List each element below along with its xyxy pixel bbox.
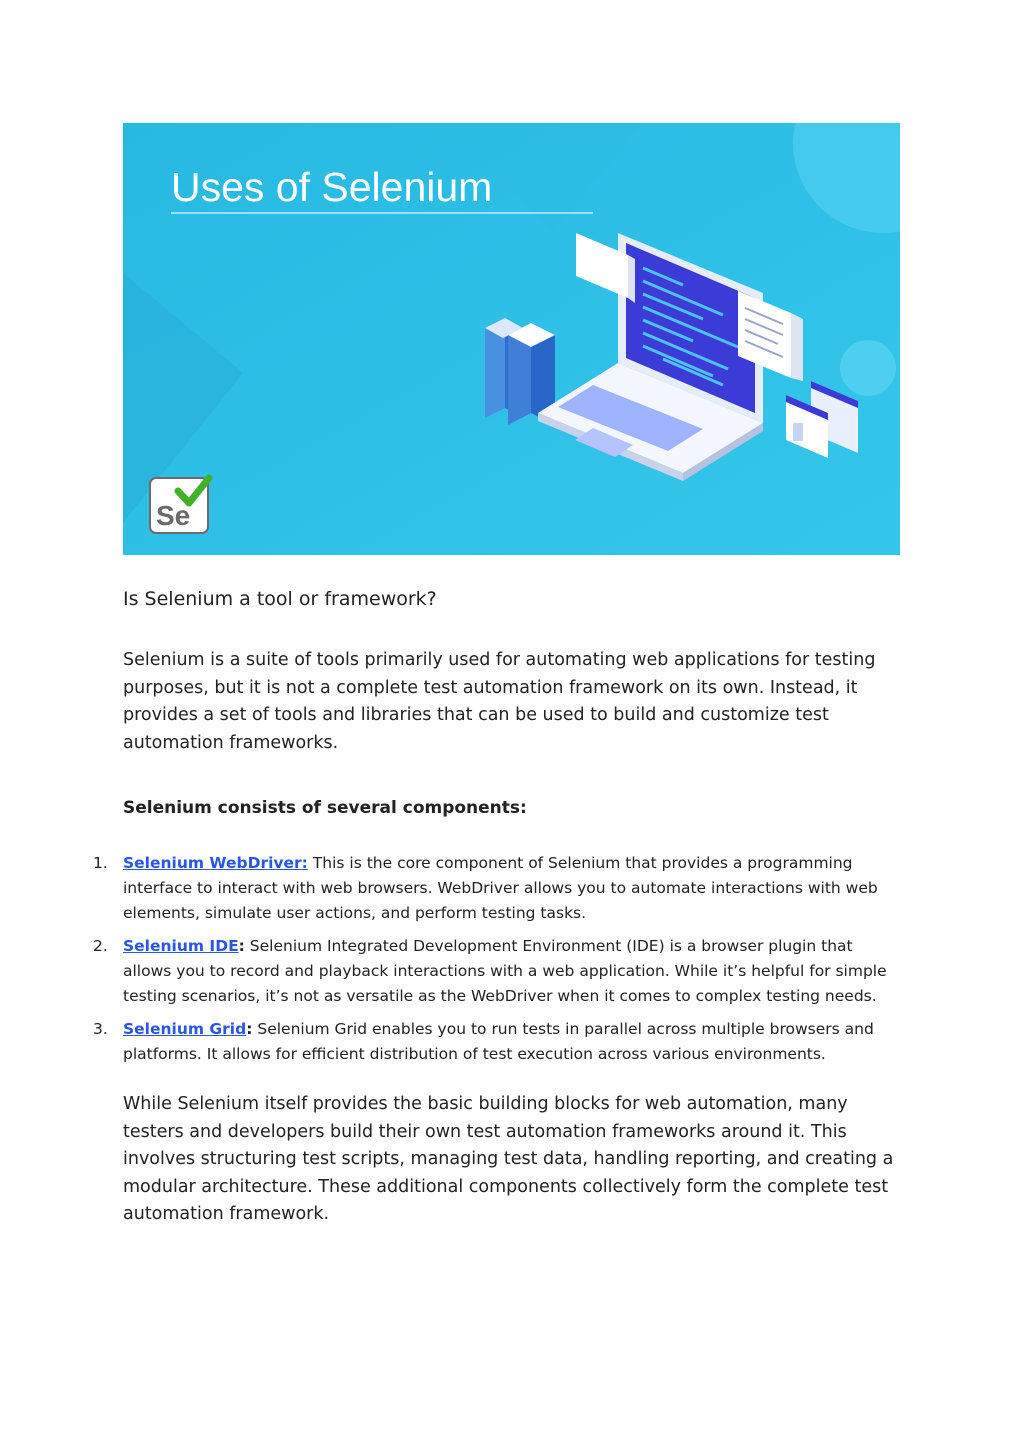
logo-text: Se <box>156 500 191 531</box>
webdriver-link[interactable]: Selenium WebDriver: <box>123 854 308 872</box>
item-colon: : <box>238 937 245 955</box>
ide-link[interactable]: Selenium IDE <box>123 937 239 955</box>
banner-title: Uses of Selenium <box>171 164 493 210</box>
decor-circle <box>840 340 896 396</box>
components-heading: Selenium consists of several components: <box>123 798 527 818</box>
list-number: 2. <box>93 937 108 955</box>
list-item <box>93 1017 903 1067</box>
closing-paragraph: While Selenium itself provides the basic building blocks for web automation, many testers and developers build their own test automation frameworks around it. This involves structuring test scripts, managing test data, handling reporting, and creating a modular architecture. These additional components collectively form the complete test automation framework. <box>123 1094 894 1224</box>
intro-paragraph: Selenium is a suite of tools primarily used for automating web applications for testing purposes, but it is not a complete test automation framework on its own. Instead, it provides a set of tools and libraries that can be used to build and customize test automation frameworks. <box>123 650 876 753</box>
components-list <box>93 851 903 1067</box>
item-description: Selenium Integrated Development Environment (IDE) is a browser plugin that allows you to record and playback interactions with a web application. While it’s helpful for simple testing scenarios, it’s not as versatile as the WebDriver when it comes to complex testing needs. <box>123 937 887 1005</box>
banner-illustration <box>123 123 900 555</box>
list-number: 3. <box>93 1020 108 1038</box>
item-description: This is the core component of Selenium that provides a programming interface to interact with web browsers. WebDriver allows you to automate interactions with web elements, simulate user actions, and perform testing tasks. <box>123 854 878 922</box>
grid-link[interactable]: Selenium Grid <box>123 1020 247 1038</box>
banner-image <box>123 123 900 555</box>
list-number: 1. <box>93 854 108 872</box>
list-item <box>93 851 903 926</box>
question-heading: Is Selenium a tool or framework? <box>123 588 437 610</box>
list-item <box>93 934 903 1009</box>
item-description: Selenium Grid enables you to run tests in parallel across multiple browsers and platforms. It allows for efficient distribution of test execution across various environments. <box>123 1020 874 1063</box>
selenium-logo <box>150 478 209 533</box>
article-content <box>93 585 903 1229</box>
item-colon: : <box>246 1020 253 1038</box>
